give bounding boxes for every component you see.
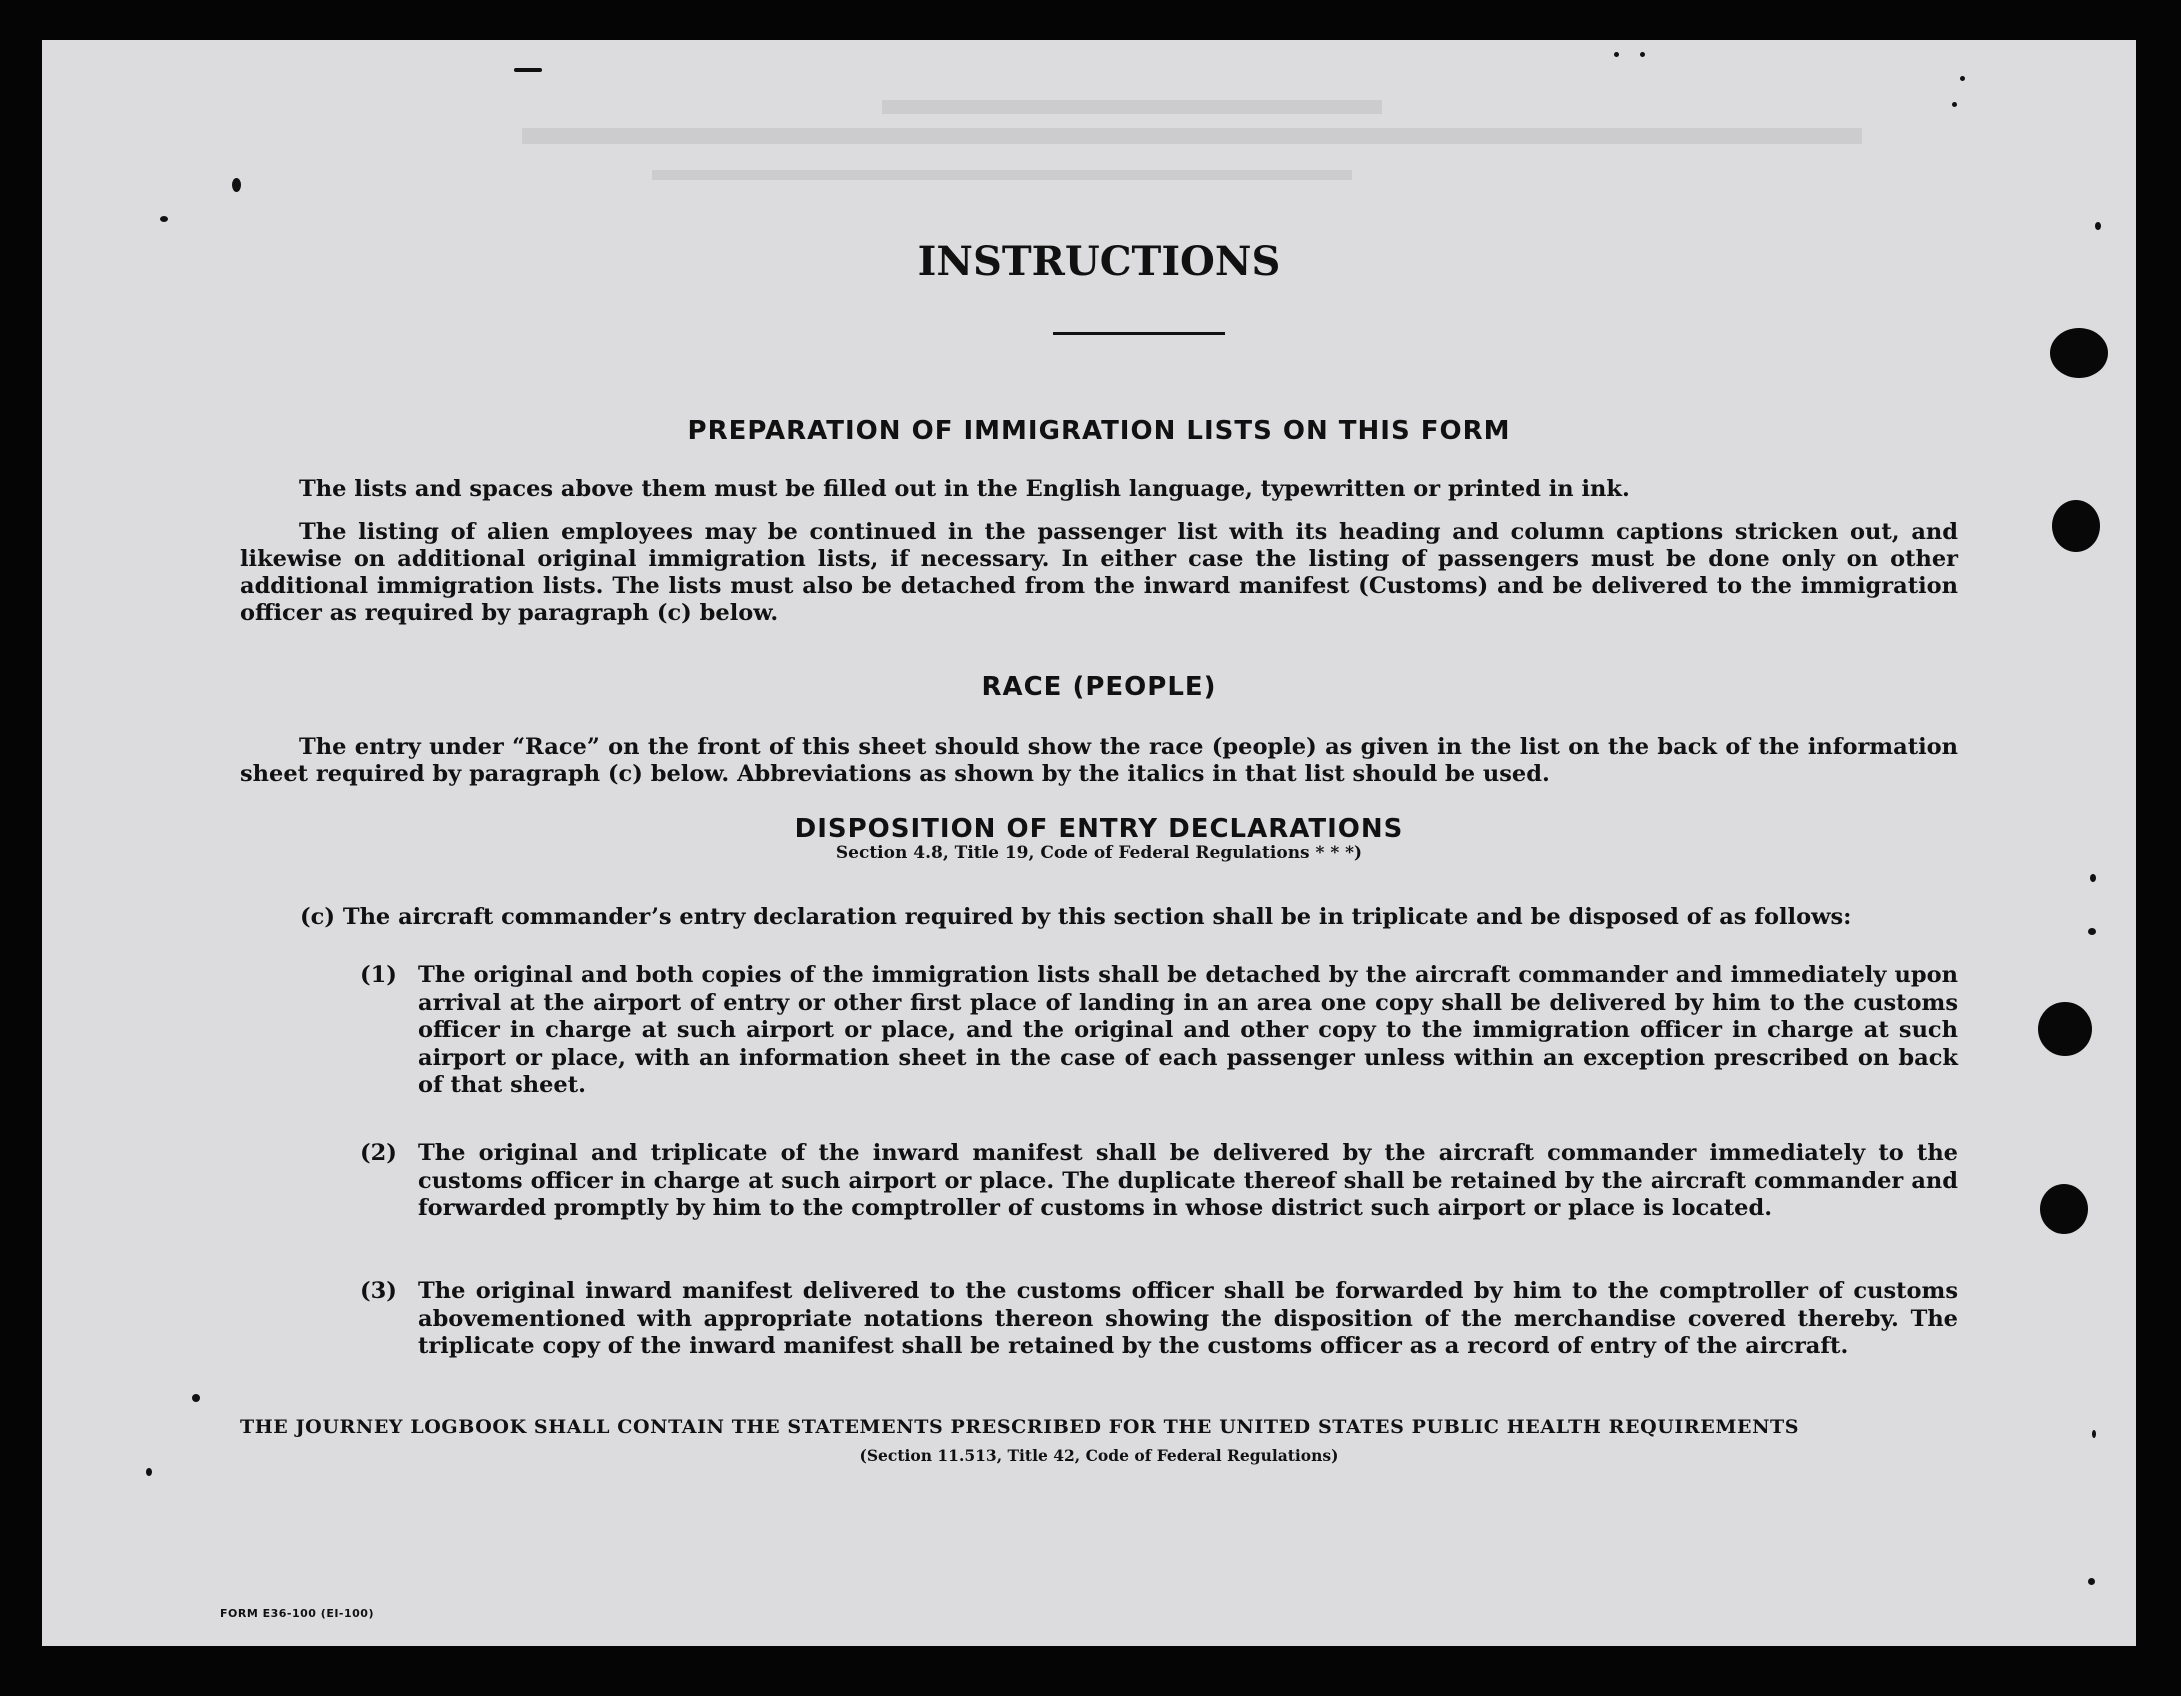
item-text: The original inward manifest delivered to the customs officer shall be forwarded by him to the comptroller of customs abovementioned with appropriate notations thereon showing the disposition of the merchandise covered thereby. The triplicate copy of the inward manifest shall be retained by the customs officer as a record of entry of the aircraft. — [418, 1278, 1958, 1359]
disposition-item-2 — [360, 1140, 1958, 1223]
disposition-citation: Section 4.8, Title 19, Code of Federal Regulations * * *) — [835, 843, 1363, 863]
speck — [192, 1394, 200, 1402]
race-heading: RACE (PEOPLE) — [981, 672, 1217, 702]
item-number: (2) — [360, 1140, 397, 1166]
punch-hole — [2052, 500, 2100, 552]
preparation-heading: PREPARATION OF IMMIGRATION LISTS ON THIS FORM — [687, 416, 1511, 446]
punch-hole — [2040, 1184, 2088, 1234]
bleed-through-marks — [502, 100, 1902, 210]
title-divider — [1053, 332, 1225, 335]
form-number: FORM E36-100 (EI-100) — [220, 1607, 374, 1620]
health-notice: THE JOURNEY LOGBOOK SHALL CONTAIN THE STATEMENTS PRESCRIBED FOR THE UNITED STATES PUBLIC HEALTH REQUIREMENTS — [240, 1416, 1800, 1438]
speck — [160, 216, 168, 222]
speck — [2088, 928, 2096, 935]
speck — [2092, 1430, 2096, 1438]
punch-hole — [2050, 328, 2108, 378]
speck — [146, 1468, 152, 1476]
clause-c: (c) The aircraft commander’s entry declaration required by this section shall be in triplicate and be disposed of as follows: — [300, 904, 1852, 930]
preparation-paragraph-1: The lists and spaces above them must be filled out in the English language, typewritten or printed in ink. — [299, 476, 1630, 502]
item-number: (1) — [360, 962, 397, 988]
speck — [232, 178, 241, 192]
race-paragraph: The entry under “Race” on the front of this sheet should show the race (people) as given in the list on the back of the information sheet required by paragraph (c) below. Abbreviations as shown by the italics in that list should be used. — [240, 734, 1958, 787]
item-number: (3) — [360, 1278, 397, 1304]
speck — [2090, 874, 2096, 882]
speck — [2088, 1578, 2095, 1585]
item-text: The original and triplicate of the inward manifest shall be delivered by the aircraft commander immediately to the customs officer in charge at such airport or place. The duplicate thereof shall be retained by the aircraft commander and forwarded promptly by him to the comptroller of customs in whose district such airport or place is located. — [418, 1140, 1958, 1221]
speck — [1640, 52, 1645, 57]
punch-hole — [2038, 1002, 2092, 1056]
document-page — [42, 40, 2136, 1646]
disposition-heading: DISPOSITION OF ENTRY DECLARATIONS — [794, 814, 1404, 844]
speck — [2095, 222, 2101, 230]
disposition-item-3 — [360, 1278, 1958, 1361]
preparation-paragraph-2: The listing of alien employees may be continued in the passenger list with its heading and column captions stricken out, and likewise on additional original immigration lists, if necessary. In either case the listing of passengers must be done only on other additional immigration lists. The lists must also be detached from the inward manifest (Customs) and be delivered to the immigration officer as required by paragraph (c) below. — [240, 519, 1958, 626]
health-notice-citation: (Section 11.513, Title 42, Code of Federal Regulations) — [859, 1446, 1339, 1465]
disposition-item-1 — [360, 962, 1958, 1100]
page-title: INSTRUCTIONS — [917, 238, 1281, 285]
item-text: The original and both copies of the immigration lists shall be detached by the aircraft commander and immediately upon arrival at the airport of entry or other first place of landing in an area one copy shall be delivered by him to the customs officer in charge at such airport or place, and the original and other copy to the immigration officer in charge at such airport or place, with an information sheet in the case of each passenger unless within an exception prescribed on back of that sheet. — [418, 962, 1958, 1098]
speck — [514, 68, 542, 72]
speck — [1960, 76, 1965, 81]
speck — [1614, 52, 1619, 57]
speck — [1952, 102, 1957, 107]
